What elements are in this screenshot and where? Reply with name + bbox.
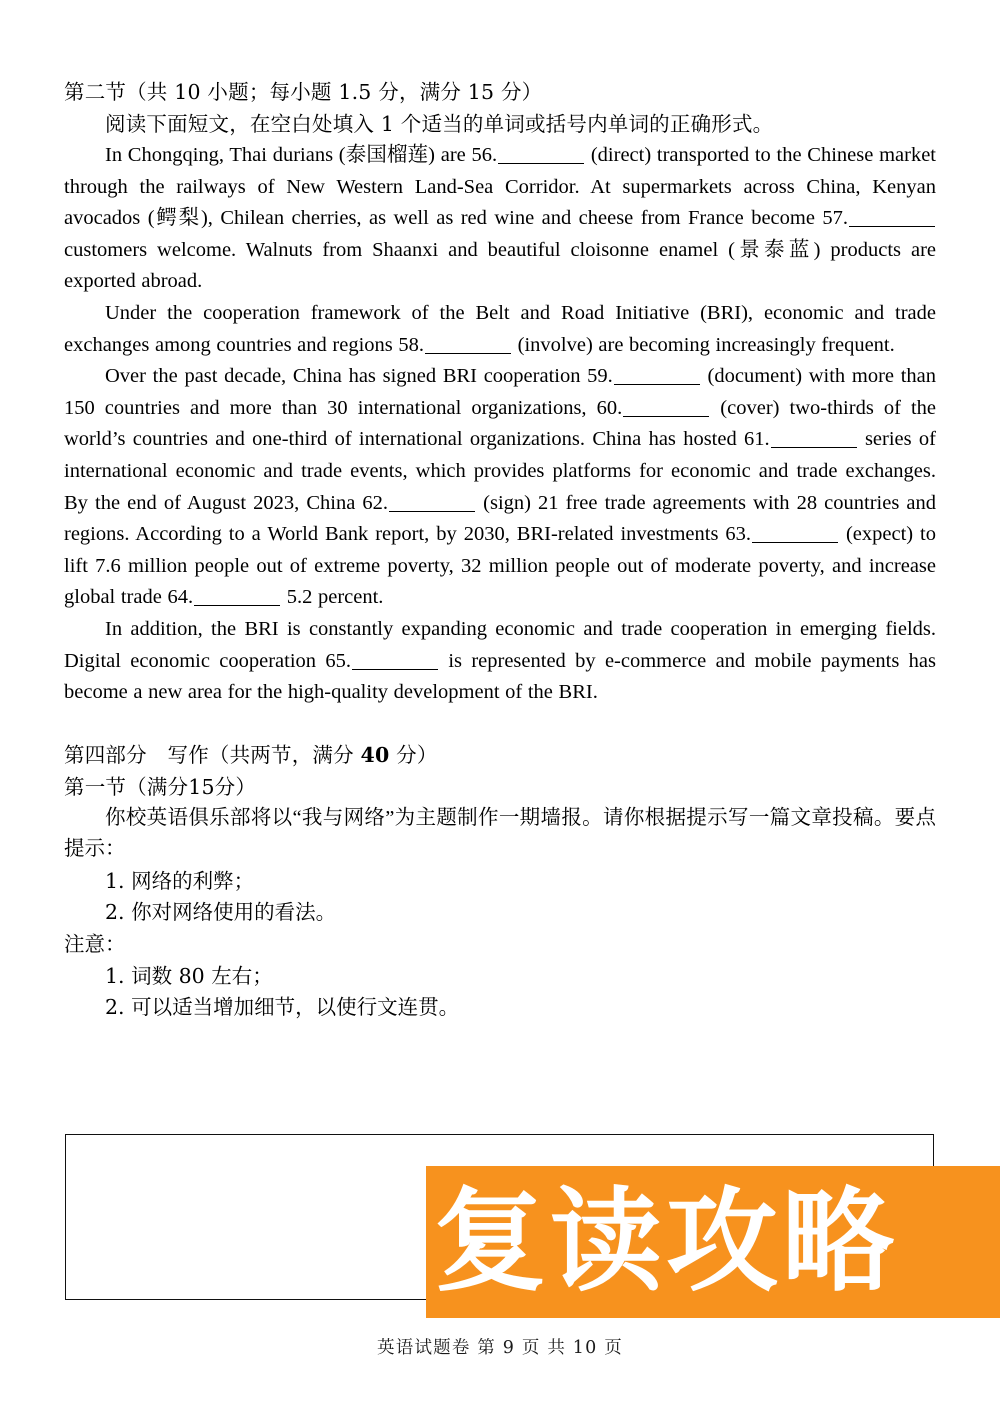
part-4-heading-prefix: 第四部分 写作（共两节，满分: [64, 742, 361, 767]
note-1: 1. 词数 80 左右；: [105, 963, 273, 988]
passage-p4-part-a: In addition, the BRI is constantly expanding economic and trade cooperation in emerging fields. Digital economic cooperation 65.: [64, 617, 936, 672]
passage-p4-part-b: is represented by e-commerce and mobile payments has become a new area for the high-quality development of the BRI.: [64, 649, 936, 704]
watermark-banner: [426, 1166, 1000, 1318]
passage-p3-part-f: (expect) to lift 7.6 million people out of extreme poverty, 32 million people out of moderate poverty, and increase global trade 64.: [64, 523, 936, 609]
blank-56[interactable]: [498, 144, 584, 164]
part-4-heading-suffix: 分）: [389, 742, 438, 767]
writing-prompt: 你校英语俱乐部将以“我与网络”为主题制作一期墙报。请你根据提示写一篇文章投稿。要点提示：: [64, 806, 936, 861]
blank-59[interactable]: [614, 365, 700, 385]
passage-p3-part-d: series of international economic and trade events, which provides platforms for economic and trade exchanges. By the end of August 2023, China 62.: [64, 428, 936, 514]
writing-point-2: 2. 你对网络使用的看法。: [105, 900, 337, 925]
part-4-section-1-heading: 第一节（满分15分）: [64, 774, 257, 799]
passage-p1-part-c: customers welcome. Walnuts from Shaanxi and beautiful cloisonne enamel (景泰蓝) products are exported abroad.: [64, 238, 936, 293]
section-2-heading: 第二节（共 10 小题；每小题 1.5 分，满分 15 分）: [64, 80, 543, 104]
notes-label: 注意：: [64, 932, 126, 957]
part-4-total-score: 40: [360, 742, 390, 767]
part-4-heading: [64, 739, 936, 771]
passage-paragraph-1: [64, 140, 936, 298]
blank-57[interactable]: [849, 207, 935, 227]
blank-65[interactable]: [352, 649, 438, 669]
section-2-instruction: 阅读下面短文，在空白处填入 1 个适当的单词或括号内单词的正确形式。: [105, 112, 774, 136]
page-footer: 英语试题卷 第 9 页 共 10 页: [377, 1338, 623, 1358]
passage-p1-part-b: (direct) transported to the Chinese market through the railways of New Western Land-Sea Corridor. At supermarkets across China, Kenyan avocados (鳄梨), Chilean cherries, as well as red wine and cheese from France become 57.: [64, 144, 936, 230]
watermark-text: 复读攻略: [434, 1177, 898, 1307]
passage-p1-part-a: In Chongqing, Thai durians (泰国榴莲) are 56.: [105, 144, 498, 166]
note-2: 2. 可以适当增加细节，以使行文连贯。: [105, 995, 460, 1020]
blank-62[interactable]: [389, 491, 475, 511]
passage-p3-part-e: (sign) 21 free trade agreements with 28 countries and regions. According to a World Bank report, by 2030, BRI-related investments 63.: [64, 491, 936, 546]
passage-p3-part-b: (document) with more than 150 countries and more than 30 international organizations, 60.: [64, 365, 937, 419]
blank-64[interactable]: [194, 586, 280, 606]
writing-point-1: 1. 网络的利弊；: [105, 868, 255, 893]
passage-paragraph-2: [64, 298, 936, 361]
blank-58[interactable]: [425, 333, 511, 353]
blank-61[interactable]: [771, 428, 857, 448]
section-gap: [64, 709, 936, 739]
passage-paragraph-4: [64, 614, 936, 709]
passage-p3-part-g: 5.2 percent.: [286, 586, 384, 609]
passage-p3-part-a: Over the past decade, China has signed BRI cooperation 59.: [105, 365, 613, 388]
blank-60[interactable]: [623, 396, 709, 416]
page-content: [64, 76, 936, 1024]
blank-63[interactable]: [752, 523, 838, 543]
passage-paragraph-3: [64, 361, 936, 614]
passage-p2-part-a: Under the cooperation framework of the Belt and Road Initiative (BRI), economic and trade exchanges among countries and regions 58.: [64, 301, 936, 356]
passage-p2-part-b: (involve) are becoming increasingly frequent.: [517, 333, 895, 356]
passage-p3-part-c: (cover) two-thirds of the world’s countries and one-third of international organizations. China has hosted 61.: [64, 396, 937, 451]
